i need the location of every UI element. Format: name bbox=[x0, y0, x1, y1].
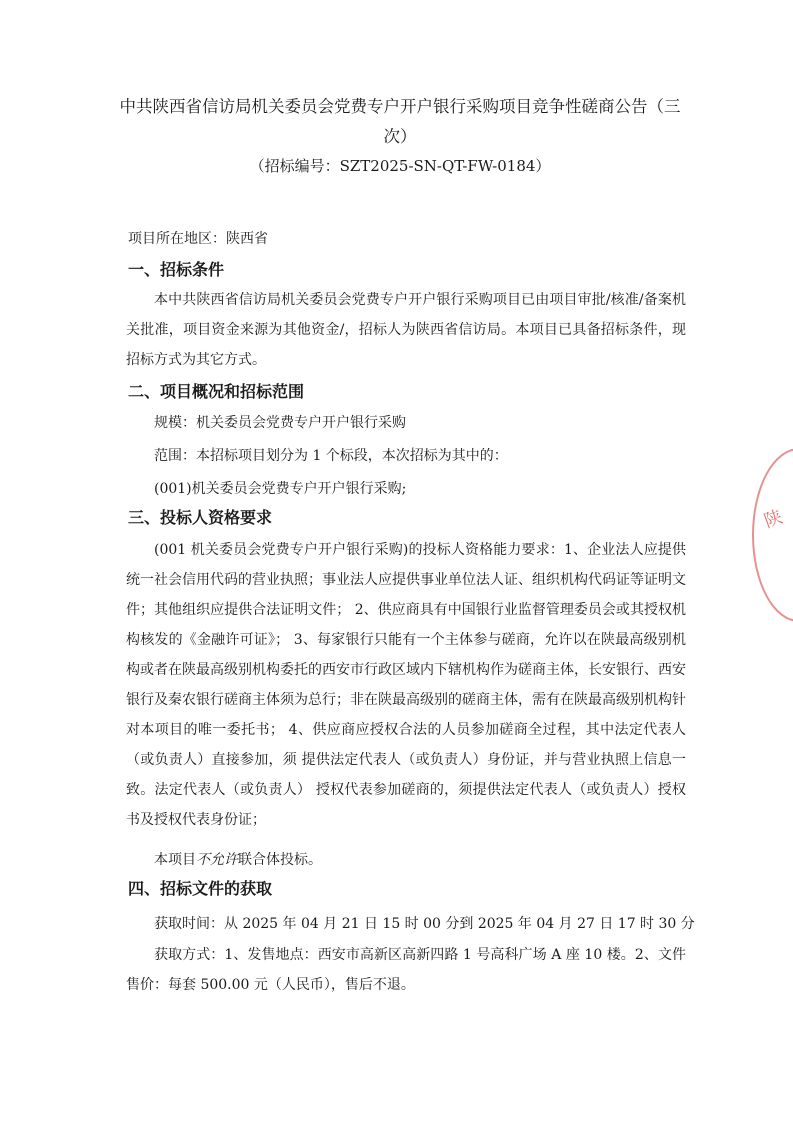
section-1-heading: 一、招标条件 bbox=[128, 260, 225, 279]
consortium-prefix: 本项目 bbox=[154, 852, 196, 868]
consortium-emphasis: 不允许 bbox=[196, 852, 238, 868]
consortium-suffix: 联合体投标。 bbox=[238, 852, 322, 868]
seal-text: 陕 bbox=[761, 506, 786, 533]
section-2-heading: 二、项目概况和招标范围 bbox=[128, 382, 305, 401]
section-3-body: (001 机关委员会党费专户开户银行采购)的投标人资格能力要求：1、企业法人应提供统一社会信用代码的营业执照；事业法人应提供事业单位法人证、组织机构代码证等证明文件；其他组织应提供合法证明文件； 2、供应商具有中国银行业监督管理委员会或其授权机构核发的《金融许可证》； 3、每家银行只能有一个主体参与磋商，允许以在陕最高级别机构或者在陕最高级别机构委托的西安市行政区域内下辖机构作为磋商主体，长安银行、西安银行及秦农银行磋商主体须为总行；非在陕最高级别的磋商主体，需有在陕最高级别机构针对本项目的唯一委托书； 4、供应商应授权合法的人员参加磋商全过程，其中法定代表人（或负责人）直接参加，须 提供法定代表人（或负责人）身份证，并与营业执照上信息一致。法定代表人（或负责人） 授权代表参加磋商的，须提供法定代表人（或负责人）授权书及授权代表身份证； bbox=[126, 542, 686, 828]
section-4-time: 获取时间：从 2025 年 04 月 21 日 15 时 00 分到 2025 年 04 月 27 日 17 时 30 分 bbox=[154, 916, 695, 932]
official-seal bbox=[752, 448, 793, 622]
consortium-note bbox=[154, 848, 322, 872]
section-2-scope: 范围：本招标项目划分为 1 个标段，本次招标为其中的： bbox=[154, 448, 508, 464]
section-4-method: 获取方式：1、发售地点：西安市高新区高新四路 1 号高科广场 A 座 10 楼。2、文件售价：每套 500.00 元（人民币），售后不退。 bbox=[126, 947, 686, 993]
project-region: 项目所在地区：陕西省 bbox=[128, 231, 268, 247]
section-4-heading: 四、招标文件的获取 bbox=[128, 879, 273, 898]
page-title: 中共陕西省信访局机关委员会党费专户开户银行采购项目竞争性磋商公告（三次） bbox=[119, 97, 681, 146]
section-2-scale: 规模：机关委员会党费专户开户银行采购 bbox=[154, 415, 406, 431]
section-2-lot: (001)机关委员会党费专户开户银行采购; bbox=[154, 481, 407, 497]
bid-number: （招标编号：SZT2025-SN-QT-FW-0184） bbox=[249, 157, 551, 175]
section-3-heading: 三、投标人资格要求 bbox=[128, 508, 273, 527]
section-1-body: 本中共陕西省信访局机关委员会党费专户开户银行采购项目已由项目审批/核准/备案机关批准，项目资金来源为其他资金/，招标人为陕西省信访局。本项目已具备招标条件，现招标方式为其它方式。 bbox=[126, 292, 686, 368]
